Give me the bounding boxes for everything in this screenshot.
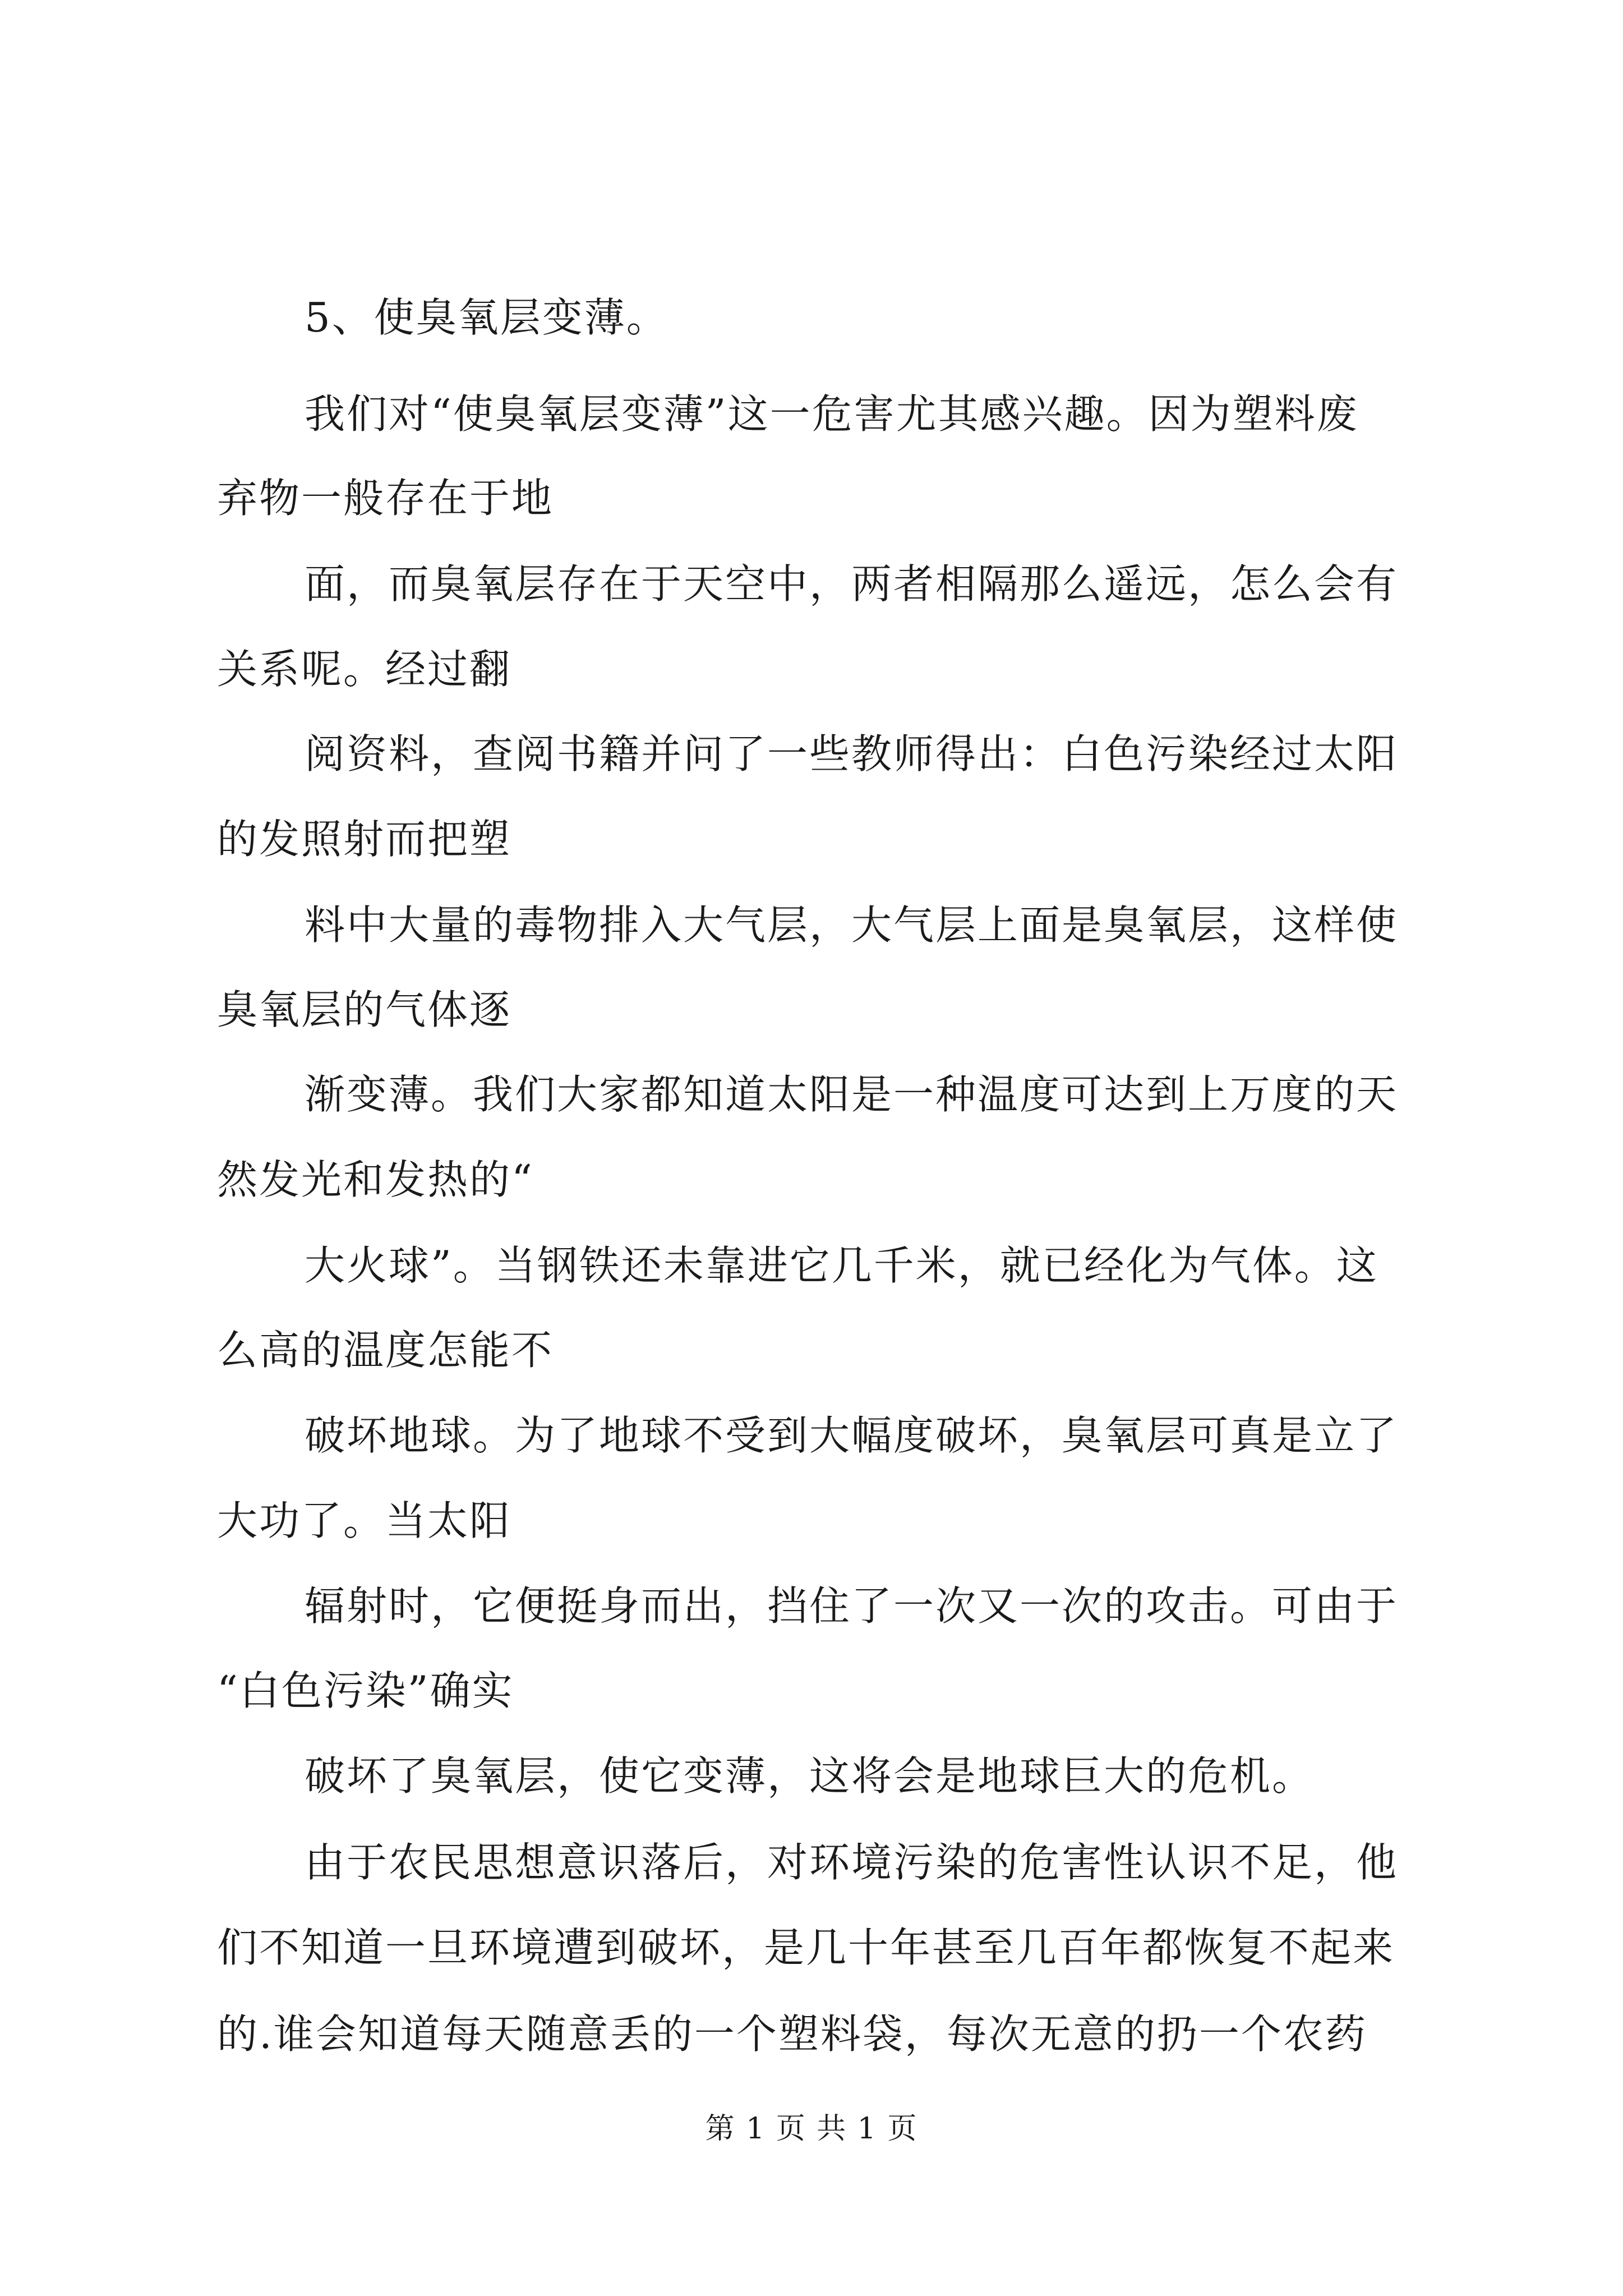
text-line: 的.谁会知道每天随意丢的一个塑料袋，每次无意的扔一个农药 <box>217 2010 1367 2058</box>
text-line: 大火球”。当钢铁还未靠进它几千米，就已经化为气体。这 <box>305 1242 1378 1289</box>
text-line: 破坏了臭氧层，使它变薄，这将会是地球巨大的危机。 <box>305 1752 1315 1800</box>
text-line: 的发照射而把塑 <box>217 816 512 863</box>
text-line: 然发光和发热的“ <box>217 1156 534 1203</box>
text-line: “白色污染”确实 <box>217 1667 514 1714</box>
text-line: 关系呢。经过翻 <box>217 646 512 693</box>
text-line: 阅资料，查阅书籍并问了一些教师得出：白色污染经过太阳 <box>305 730 1399 777</box>
text-line: 5、使臭氧层变薄。 <box>305 294 668 341</box>
text-line: 辐射时，它便挺身而出，挡住了一次又一次的攻击。可由于 <box>305 1582 1399 1630</box>
text-line: 渐变薄。我们大家都知道太阳是一种温度可达到上万度的天 <box>305 1071 1399 1118</box>
page-footer: 第 1 页 共 1 页 <box>705 2112 918 2146</box>
text-line: 大功了。当太阳 <box>217 1497 512 1544</box>
text-line: 破坏地球。为了地球不受到大幅度破坏，臭氧层可真是立了 <box>305 1412 1399 1459</box>
text-line: 我们对“使臭氧层变薄”这一危害尤其感兴趣。因为塑料废 <box>305 390 1359 438</box>
text-line: 料中大量的毒物排入大气层，大气层上面是臭氧层，这样使 <box>305 901 1399 949</box>
text-line: 面，而臭氧层存在于天空中，两者相隔那么遥远，怎么会有 <box>305 560 1399 608</box>
text-line: 由于农民思想意识落后，对环境污染的危害性认识不足，他 <box>305 1839 1399 1886</box>
text-line: 弃物一般存在于地 <box>217 475 554 522</box>
text-line: 臭氧层的气体逐 <box>217 986 512 1033</box>
text-line: 么高的温度怎能不 <box>217 1327 554 1374</box>
text-line: 们不知道一旦环境遭到破坏，是几十年甚至几百年都恢复不起来 <box>217 1924 1395 1971</box>
